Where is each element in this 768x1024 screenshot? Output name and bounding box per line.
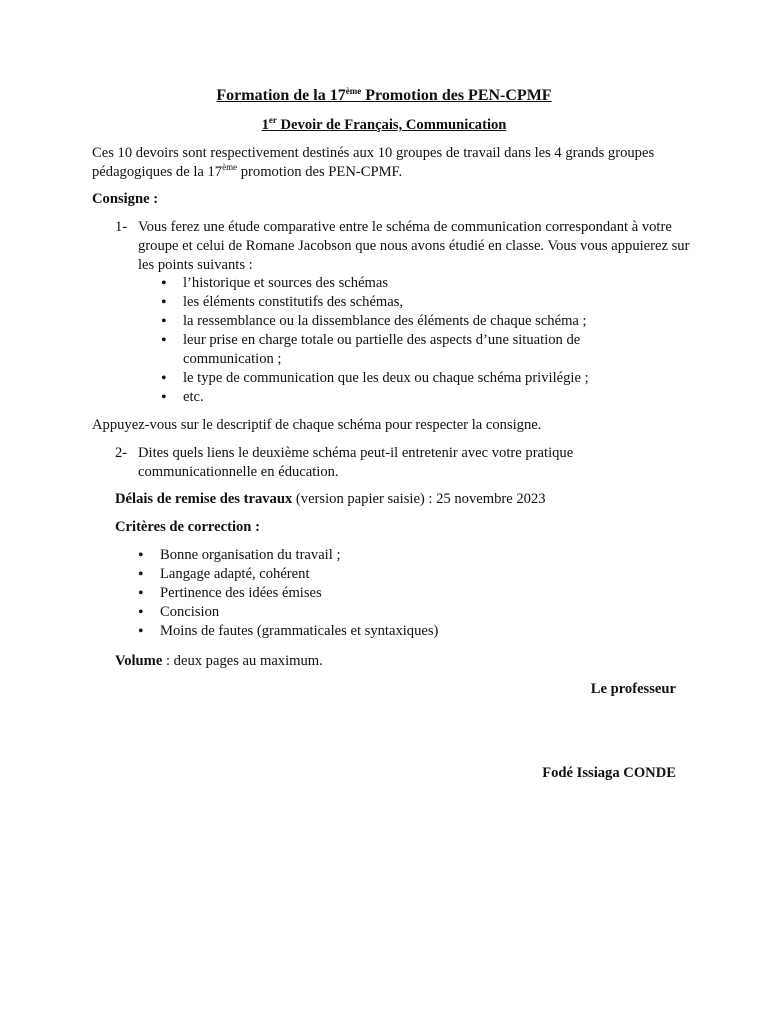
intro-suffix: promotion des PEN-CPMF. [237, 164, 403, 180]
closing-title: Le professeur [590, 681, 676, 697]
document-subtitle [0, 116, 768, 135]
list-item: • Pertinence des idées émises [138, 584, 558, 603]
list-item: • leur prise en charge totale ou partielle des aspects d’une situation de communication ; [161, 331, 631, 369]
title-suffix: Promotion des PEN-CPMF [361, 87, 552, 104]
document-title [0, 86, 768, 106]
list-item: • etc. [161, 388, 631, 407]
list-item: • la ressemblance ou la dissemblance des éléments de chaque schéma ; [161, 312, 631, 331]
volume-value: : deux pages au maximum. [162, 653, 323, 669]
intro-paragraph [92, 144, 682, 182]
list-item: • Concision [138, 603, 558, 622]
signature-name: Fodé Issiaga CONDE [542, 765, 676, 781]
volume-label: Volume [115, 653, 163, 669]
points-list [161, 274, 631, 407]
subtitle-prefix: 1 [261, 117, 269, 133]
item-number: 1- [115, 219, 128, 235]
appuyez-paragraph: Appuyez-vous sur le descriptif de chaque schéma pour respecter la consigne. [92, 417, 542, 433]
list-item: • Moins de fautes (grammaticales et syntaxiques) [138, 622, 558, 641]
title-prefix: Formation de la 17 [216, 87, 346, 104]
consigne-heading: Consigne : [92, 191, 159, 207]
volume-line [115, 652, 715, 671]
item-text: Dites quels liens le deuxième schéma peut-il entretenir avec votre pratique communicationnelle en éducation. [138, 445, 574, 480]
intro-superscript: ème [222, 162, 238, 172]
instruction-item-2 [115, 444, 690, 482]
criteria-heading: Critères de correction : [115, 519, 260, 535]
subtitle-suffix: Devoir de Français, Communication [276, 117, 507, 133]
list-item: • Bonne organisation du travail ; [138, 546, 558, 565]
title-superscript: ème [345, 86, 362, 96]
list-item: • les éléments constitutifs des schémas, [161, 293, 631, 312]
intro-prefix: Ces 10 devoirs sont respectivement destinés aux 10 groupes de travail dans les 4 grands groupes pédagogiques de la 17 [92, 145, 655, 180]
list-item: • le type de communication que les deux ou chaque schéma privilégie ; [161, 369, 631, 388]
deadline-value: (version papier saisie) : 25 novembre 2023 [292, 491, 546, 507]
deadline-line [115, 490, 715, 509]
subtitle-superscript: er [268, 115, 277, 125]
deadline-label: Délais de remise des travaux [115, 491, 293, 507]
instruction-item-1 [115, 218, 690, 275]
item-text: Vous ferez une étude comparative entre le schéma de communication correspondant à votre groupe et celui de Romane Jacobson que nous avons étudié en classe. Vous vous appuierez sur les points suivants : [138, 219, 690, 273]
criteria-list [138, 546, 558, 641]
list-item: • Langage adapté, cohérent [138, 565, 558, 584]
list-item: • l’historique et sources des schémas [161, 274, 631, 293]
item-number: 2- [115, 445, 128, 461]
